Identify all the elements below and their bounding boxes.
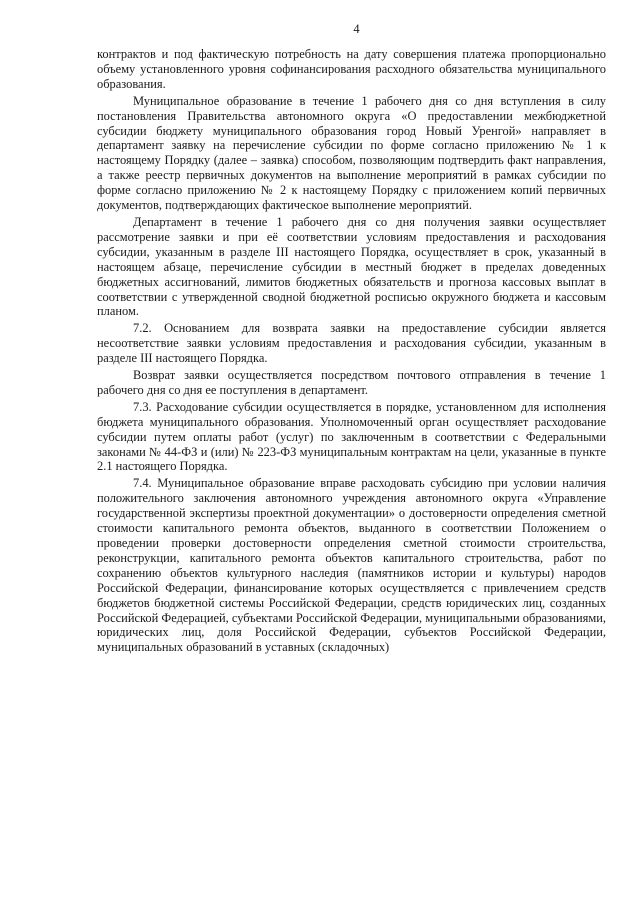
paragraph-7-3: 7.3. Расходование субсидии осуществляется в порядке, установленном для исполнения бюджета муниципального образования. Уполномоченный орган осуществляет расходование субсидии путем оплаты работ (услуг) по заключенным в соответствии с Федеральными законами № 44-ФЗ и (или) № 223-ФЗ муниципальным контрактам на цели, указанные в пункте 2.1 настоящего Порядка. xyxy=(97,399,606,474)
paragraph-7-2: 7.2. Основанием для возврата заявки на предоставление субсидии является несоответствие заявки условиям предоставления и расходования субсидии, указанным в разделе III настоящего Порядка. xyxy=(97,321,606,366)
paragraph-municipal-application: Муниципальное образование в течение 1 рабочего дня со дня вступления в силу постановления Правительства автономного округа «О предоставлении межбюджетной субсидии бюджету муниципального образования город Новый Уренгой» направляет в департамент заявку на перечисление субсидии по форме согласно приложению № 1 к настоящему Порядку (далее – заявка) способом, позволяющим подтвердить факт направления, а также реестр первичных документов на выполнение мероприятий в рамках субсидии по форме согласно приложению № 2 к настоящему Порядку с приложением копий первичных документов, подтверждающих фактическое выполнение мероприятий. xyxy=(97,93,606,213)
paragraph-return: Возврат заявки осуществляется посредством почтового отправления в течение 1 рабочего дня со дня ее поступления в департамент. xyxy=(97,368,606,397)
paragraph-continuation: контрактов и под фактическую потребность на дату совершения платежа пропорционально объему установленного уровня софинансирования расходного обязательства муниципального образования. xyxy=(97,47,606,91)
page-number: 4 xyxy=(353,22,360,36)
paragraph-7-4: 7.4. Муниципальное образование вправе расходовать субсидию при условии наличия положительного заключения автономного учреждения автономного округа «Управление государственной экспертизы проектной документации» о достоверности определения сметной стоимости капитального ремонта объектов, выданного в соответствии Положением о проведении проверки достоверности определения сметной стоимости строительства, реконструкции, капитального ремонта объектов капитального строительства, работ по сохранению объектов культурного наследия (памятников истории и культуры) народов Российской Федерации, финансирование которых осуществляется с привлечением средств бюджетов бюджетной системы Российской Федерации, средств юридических лиц, созданных Российской Федерацией, субъектами Российской Федерации, муниципальными образованиями, юридических лиц, доля Российской Федерации, субъектов Российской Федерации, муниципальных образований в уставных (складочных) xyxy=(97,476,607,655)
paragraph-department-review: Департамент в течение 1 рабочего дня со дня получения заявки осуществляет рассмотрение заявки и при её соответствии условиям предоставления и расходования субсидии, указанным в разделе III настоящего Порядка, осуществляет в срок, указанный в настоящем абзаце, перечисление субсидии в местный бюджет в пределах доведенных бюджетных ассигнований, лимитов бюджетных обязательств и прогноза кассовых выплат в соответствии с утвержденной сводной бюджетной росписью окружного бюджета и кассовым планом. xyxy=(97,214,606,319)
